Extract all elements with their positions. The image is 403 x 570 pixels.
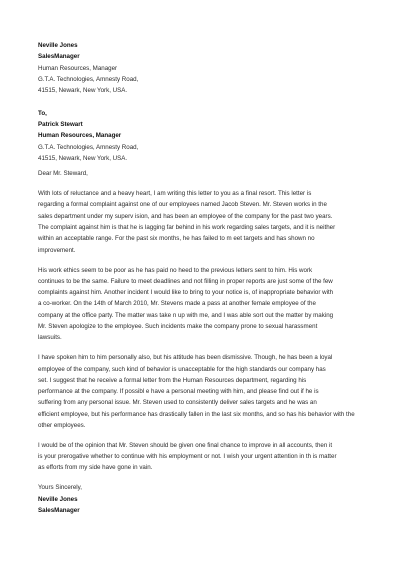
recipient-block	[38, 108, 378, 164]
paragraph-1	[38, 188, 378, 256]
paragraph-3	[38, 352, 378, 431]
paragraph-line: performance at the company. If possibl e have a personal meeting with him, and please find out if he is	[38, 388, 319, 396]
paragraph-line: With lots of reluctance and a heavy heart, I am writing this letter to you as a final resort. This letter is	[38, 190, 312, 198]
paragraph-4	[38, 440, 378, 474]
spacer	[38, 96, 378, 107]
paragraph-line: employee of the company, such kind of behavior is unacceptable for the high standards our company has	[38, 365, 326, 373]
letter-page	[38, 40, 378, 516]
closing-block	[38, 482, 378, 516]
sender-department: Human Resources, Manager	[38, 64, 118, 72]
sender-city-address: 41515, Newark, New York, USA.	[38, 87, 128, 95]
paragraph-line: other employees.	[38, 421, 86, 429]
paragraph-line: set. I suggest that he receive a formal letter from the Human Resources department, regarding his	[38, 376, 307, 384]
recipient-name: Patrick Stewart	[38, 121, 83, 129]
paragraph-line: a co-worker. On the 14th of March 2010, Mr. Stevens made a pass at another female employee of the	[38, 300, 316, 308]
recipient-city-address: 41515, Newark, New York, USA.	[38, 154, 128, 162]
sender-name: Neville Jones	[38, 42, 78, 49]
recipient-company-address: G.T.A. Technologies, Amnesty Road,	[38, 143, 139, 151]
recipient-title: Human Resources, Manager	[38, 132, 122, 140]
paragraph-line: continues to be the same. Failure to meet deadlines and not filling in proper reports are just some of the few	[38, 277, 333, 285]
paragraph-line: I have spoken him to him personally also, but his attitude has been dismissive. Though, he has been a loyal	[38, 354, 333, 362]
paragraph-line: suffering from any personal issue. Mr. Steven used to consistently deliver sales targets and he was an	[38, 399, 317, 407]
paragraph-line: complaints against him. Another incident I would like to bring to your notice is, of inappropriate behavior with	[38, 289, 334, 297]
paragraph-2	[38, 265, 378, 344]
paragraph-line: His work ethics seem to be poor as he has paid no heed to the previous letters sent to him. His work	[38, 266, 313, 274]
closing-title: SalesManager	[38, 506, 80, 514]
paragraph-line: company at the office party. The matter was take n up with me, and I was able sort out the matter by making	[38, 311, 334, 319]
sender-company-address: G.T.A. Technologies, Amnesty Road,	[38, 75, 139, 83]
valediction: Yours Sincerely,	[38, 484, 83, 492]
paragraph-line: as efforts from my side have gone in vain.	[38, 464, 153, 472]
paragraph-line: lawsuits.	[38, 334, 62, 342]
closing-name: Neville Jones	[38, 495, 78, 503]
sender-title: SalesManager	[38, 53, 80, 61]
salutation-text: Dear Mr. Steward,	[38, 170, 88, 178]
paragraph-line: Mr. Steven apologize to the employee. Such incidents make the company prone to sexual harassment	[38, 323, 318, 331]
paragraph-line: The complaint against him is that he is lagging far behind in his work regarding sales targets, and it is neither	[38, 224, 336, 232]
paragraph-line: sales department under my superv ision, and has been an employee of the company for the past two years.	[38, 212, 333, 220]
paragraph-line: I would be of the opinion that Mr. Steven should be given one final chance to improve in all accounts, then it	[38, 441, 333, 449]
paragraph-line: regarding a formal complaint against one of our employees named Jacob Steven. Mr. Steven works in the	[38, 201, 327, 209]
paragraph-line: within an acceptable range. For the past six months, he has failed to m eet targets and has shown no	[38, 235, 315, 243]
paragraph-line: efficient employee, but his performance has drastically fallen in the last six months, and so has his behavior with the	[38, 410, 355, 418]
sender-block	[38, 40, 378, 96]
salutation	[38, 168, 378, 179]
recipient-to: To,	[38, 109, 47, 117]
paragraph-line: improvement.	[38, 246, 76, 254]
paragraph-line: is your prerogative whether to continue with his employment or not. I wish your urgent attention in th is matter	[38, 453, 337, 461]
